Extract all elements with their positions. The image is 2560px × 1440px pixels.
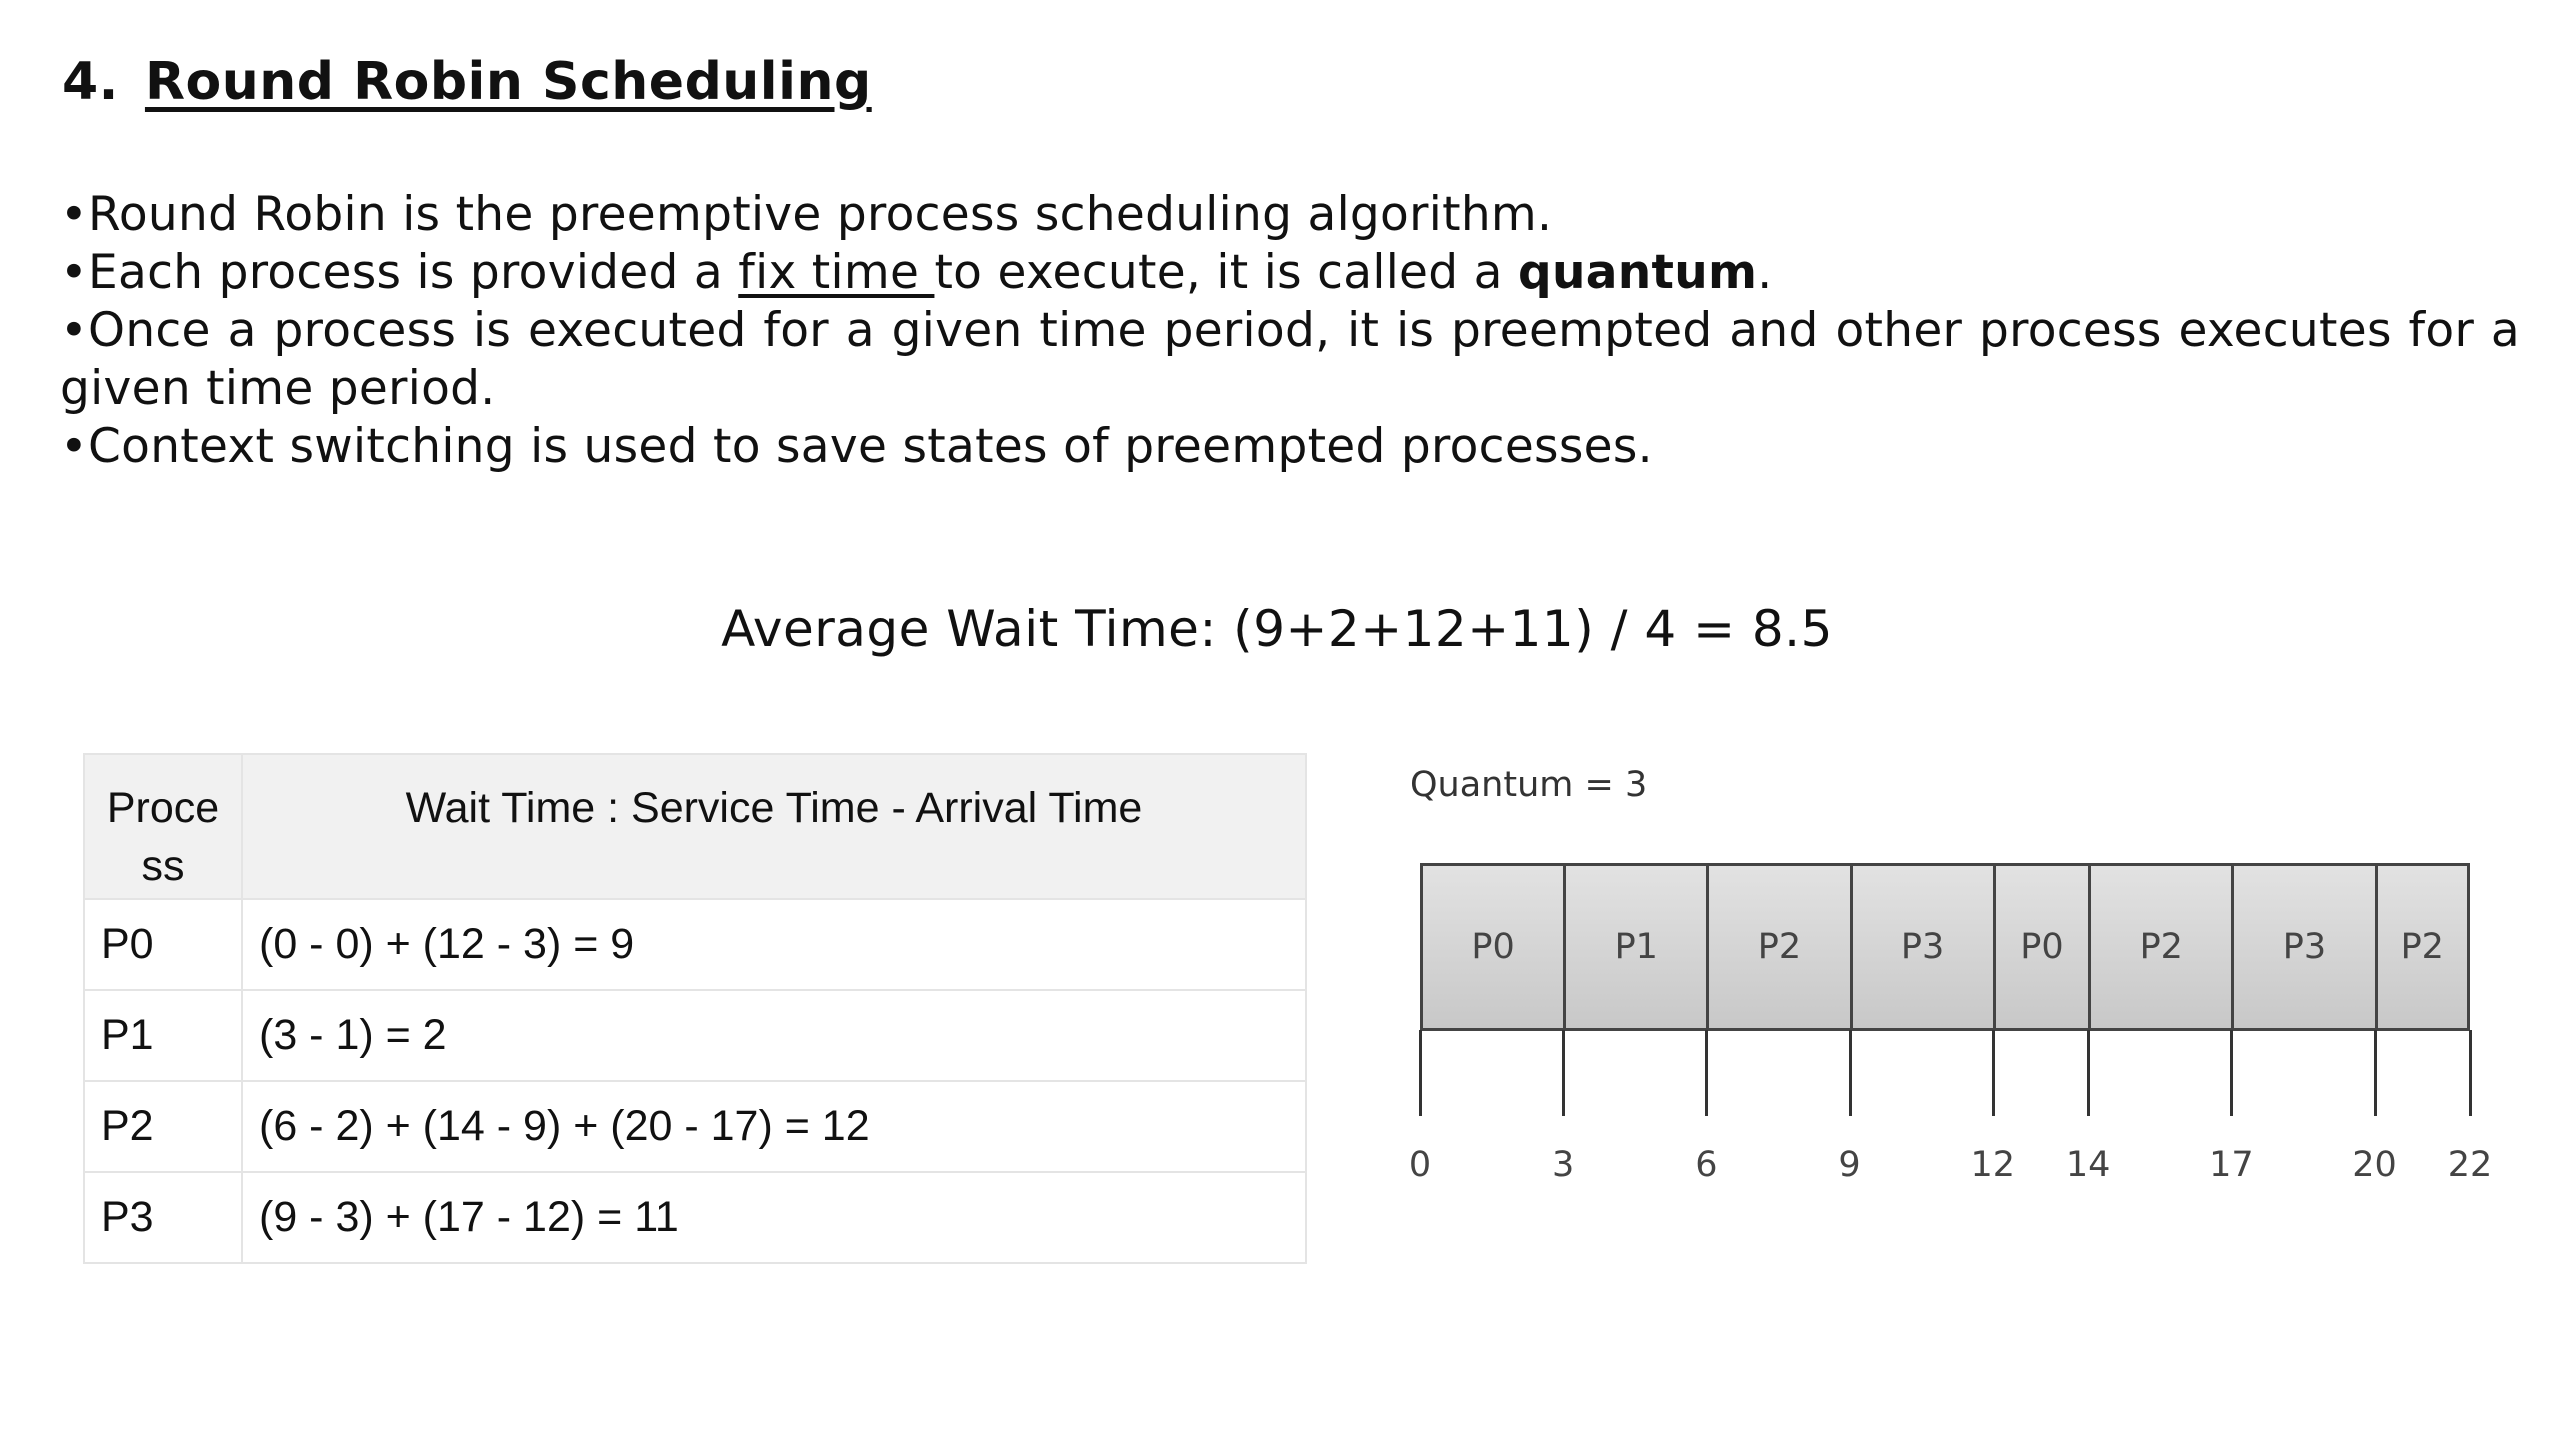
gantt-tick-line [2374,1030,2377,1116]
header-wait-time: Wait Time : Service Time - Arrival Time [242,754,1306,899]
gantt-tick-line [2087,1030,2090,1116]
cell-wait-time: (6 - 2) + (14 - 9) + (20 - 17) = 12 [242,1081,1306,1172]
bullet-2-text-a: •Each process is provided a [60,245,739,300]
table-row [84,1081,1306,1172]
bullet-2-fix-time: fix time [738,245,935,300]
gantt-segment-p3: P3 [2231,863,2377,1031]
cell-process: P3 [84,1172,242,1263]
gantt-tick-line [1562,1030,1565,1116]
table-row [84,1172,1306,1263]
heading-number: 4. [62,52,119,112]
bullet-list [60,186,2520,476]
gantt-segment-p1: P1 [1563,863,1709,1031]
cell-process: P2 [84,1081,242,1172]
gantt-tick-line [1705,1030,1708,1116]
wait-time-table [83,753,1307,1264]
bullet-3: •Once a process is executed for a given time period, it is preempted and other process executes for a given time period. [60,303,2520,416]
gantt-segment-p3: P3 [1850,863,1996,1031]
cell-wait-time: (9 - 3) + (17 - 12) = 11 [242,1172,1306,1263]
bullet-2-text-b: to execute, it is called a [934,245,1518,300]
bullet-2 [60,244,2520,302]
gantt-segment-p2: P2 [2375,863,2470,1031]
gantt-segment-p0: P0 [1993,863,2091,1031]
gantt-tick-line [1419,1030,1422,1116]
gantt-chart [1380,760,2500,1220]
average-wait-time [0,600,2560,658]
gantt-tick-line [2230,1030,2233,1116]
bullet-4: •Context switching is used to save states of preempted processes. [60,419,1653,474]
gantt-tick-label: 17 [2209,1145,2254,1185]
gantt-tick-line [1849,1030,1852,1116]
bullet-2-quantum: quantum [1518,245,1758,300]
table-row [84,990,1306,1081]
average-wait-time-text: Average Wait Time: (9+2+12+11) / 4 = 8.5 [721,600,1833,658]
gantt-tick-label: 0 [1408,1145,1432,1185]
table-header-row [84,754,1306,899]
gantt-tick-label: 3 [1552,1145,1575,1185]
gantt-tick-label: 20 [2352,1145,2397,1185]
gantt-tick-label: 12 [1970,1145,2015,1185]
gantt-segment-p0: P0 [1420,863,1566,1031]
slide-heading [62,52,872,112]
quantum-label: Quantum = 3 [1410,765,1648,805]
gantt-tick-label: 9 [1838,1145,1861,1185]
gantt-segment-p2: P2 [2088,863,2234,1031]
cell-process: P1 [84,990,242,1081]
gantt-tick-line [2469,1030,2472,1116]
cell-process: P0 [84,899,242,990]
heading-title: Round Robin Scheduling [144,52,872,112]
table-row [84,899,1306,990]
gantt-bar-row [1420,863,2470,1031]
cell-wait-time: (0 - 0) + (12 - 3) = 9 [242,899,1306,990]
header-process: Proce ss [84,754,242,899]
gantt-tick-line [1992,1030,1995,1116]
cell-wait-time: (3 - 1) = 2 [242,990,1306,1081]
gantt-tick-label: 14 [2065,1145,2111,1185]
gantt-tick-label: 22 [2447,1145,2493,1185]
gantt-tick-label: 6 [1695,1145,1718,1185]
bullet-1: •Round Robin is the preemptive process scheduling algorithm. [60,187,1553,242]
gantt-segment-p2: P2 [1706,863,1852,1031]
bullet-2-text-c: . [1757,245,1773,300]
